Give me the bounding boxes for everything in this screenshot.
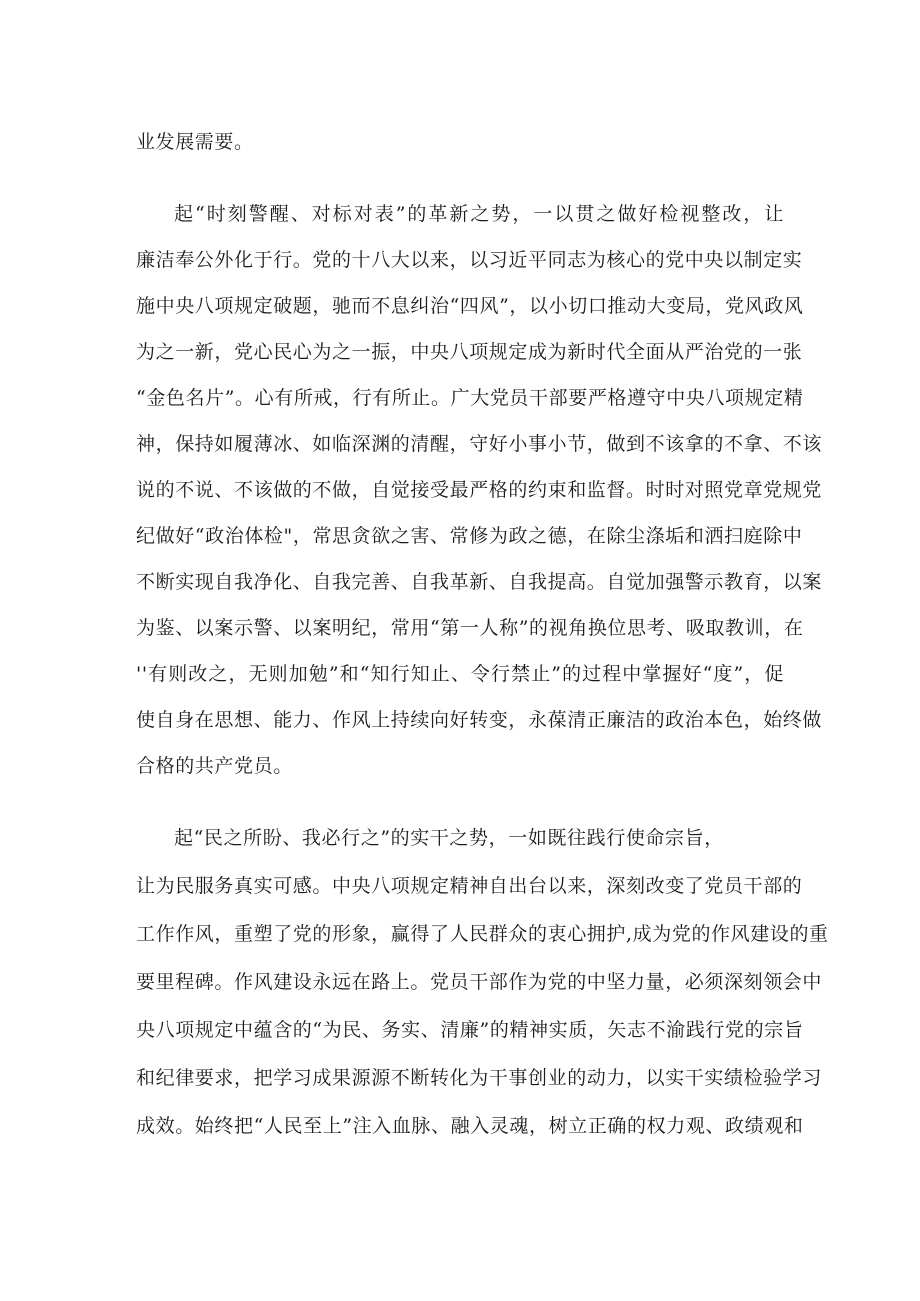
text-line: 使自身在思想、能力、作风上持续向好转变，永葆清正廉洁的政治本色，始终做 [136, 709, 823, 731]
text-line: 合格的共产党员。 [136, 755, 293, 777]
text-line: 为鉴、以案示警、以案明纪，常用“第一人称”的视角换位思考、吸取教训，在 [136, 617, 804, 639]
text-line: 神，保持如履薄冰、如临深渊的清醒，守好小事小节，做到不该拿的不拿、不该 [136, 433, 823, 455]
text-line: 成效。始终把“人民至上”注入血脉、融入灵魂，树立正确的权力观、政绩观和 [136, 1115, 804, 1137]
text-line: 为之一新，党心民心为之一振，中央八项规定成为新时代全面从严治党的一张 [136, 341, 803, 363]
text-line: 说的不说、不该做的不做，自觉接受最严格的约束和监督。时时对照党章党规党 [136, 479, 823, 501]
text-line: 和纪律要求，把学习成果源源不断转化为干事创业的动力，以实干实绩检验学习 [136, 1067, 823, 1089]
text-line: 纪做好“政治体检"，常思贪欲之害、常修为政之德，在除尘涤垢和洒扫庭除中 [136, 525, 803, 547]
text-line: 要里程碑。作风建设永远在路上。党员干部作为党的中坚力量，必须深刻领会中 [136, 971, 823, 993]
text-line: 工作作风，重塑了党的形象，赢得了人民群众的衷心拥护,成为党的作风建设的重 [136, 923, 829, 945]
text-line: 施中央八项规定破题，驰而不息纠治“四风”，以小切口推动大变局，党风政风 [136, 295, 804, 317]
text-line: 起“民之所盼、我必行之”的实干之势，一如既往践行使命宗旨， [174, 827, 724, 849]
text-line: 不断实现自我净化、自我完善、自我革新、自我提高。自觉加强警示教育，以案 [136, 571, 823, 593]
text-line: 起“时刻警醒、对标对表”的革新之势，一以贯之做好检视整改，让 [174, 203, 784, 225]
text-line: 让为民服务真实可感。中央八项规定精神自出台以来，深刻改变了党员干部的 [136, 875, 803, 897]
text-line: 央八项规定中蕴含的“为民、务实、清廉”的精神实质，矢志不渝践行党的宗旨 [136, 1019, 804, 1041]
text-line: 廉洁奉公外化于行。党的十八大以来，以习近平同志为核心的党中央以制定实 [136, 249, 803, 271]
text-line: ''有则改之，无则加勉”和“知行知止、令行禁止”的过程中掌握好“度”，促 [136, 663, 784, 685]
text-line: “金色名片”。心有所戒，行有所止。广大党员干部要严格遵守中央八项规定精 [136, 387, 804, 409]
text-line: 业发展需要。 [136, 131, 254, 153]
